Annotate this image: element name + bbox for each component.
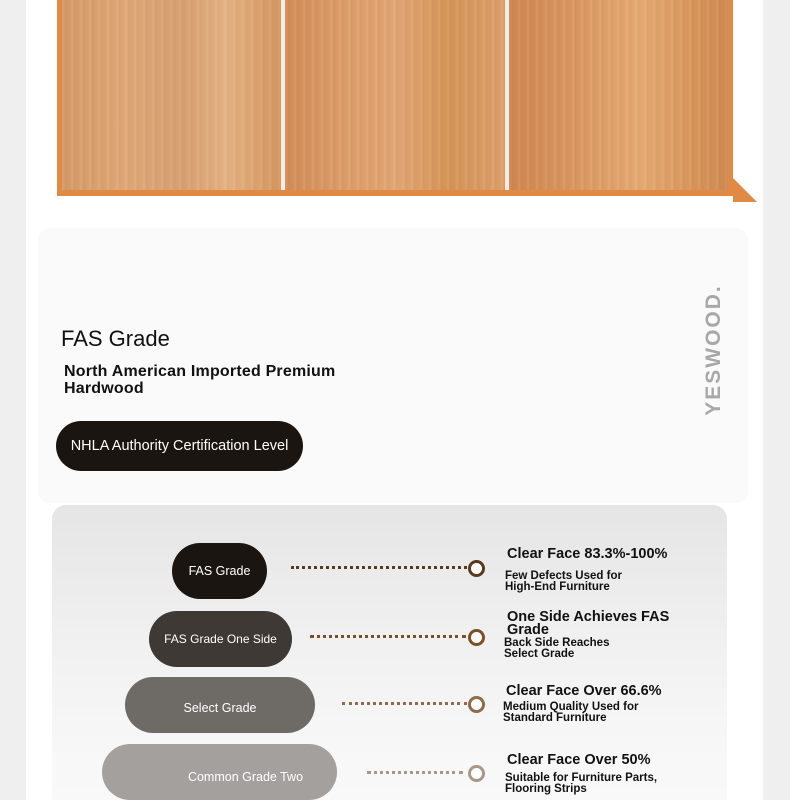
grade-desc-select: Medium Quality Used for Standard Furniture — [503, 701, 639, 724]
wood-panel-1 — [62, 0, 281, 190]
wood-panel-3 — [509, 0, 728, 190]
leader-line-common-two — [367, 771, 463, 774]
grade-pill-common-two: Common Grade Two — [102, 744, 337, 800]
brand-logo: YESWOOD. — [702, 284, 725, 416]
grade-title-fas: Clear Face 83.3%-100% — [507, 546, 668, 562]
marker-common-two — [468, 765, 485, 782]
grade-pill-select: Select Grade — [125, 677, 315, 733]
grade-subtitle: North American Imported Premium Hardwood — [64, 363, 336, 397]
wood-panel-2 — [285, 0, 504, 190]
marker-select — [468, 696, 485, 713]
grade-pill-fas: FAS Grade — [172, 543, 267, 599]
grade-pill-fas-one-side: FAS Grade One Side — [149, 611, 292, 667]
certification-badge: NHLA Authority Certification Level — [56, 421, 303, 471]
grade-desc-common-two: Suitable for Furniture Parts, Flooring Strips — [505, 772, 658, 795]
wood-veneer-photo — [62, 0, 728, 190]
grade-title: FAS Grade — [61, 326, 170, 351]
grade-desc-fas: Few Defects Used for High-End Furniture — [505, 570, 622, 593]
grade-title-select: Clear Face Over 66.6% — [506, 683, 662, 699]
leader-line-fas — [291, 566, 467, 569]
grade-title-common-two: Clear Face Over 50% — [507, 752, 651, 768]
grade-title-fas-one-side: One Side Achieves FAS Grade — [507, 609, 670, 638]
marker-fas — [468, 560, 485, 577]
leader-line-fas-one-side — [310, 635, 466, 638]
frame-corner-accent — [733, 178, 757, 202]
leader-line-select — [342, 702, 467, 705]
marker-fas-one-side — [468, 629, 485, 646]
grade-desc-fas-one-side: Back Side Reaches Select Grade — [504, 637, 610, 660]
